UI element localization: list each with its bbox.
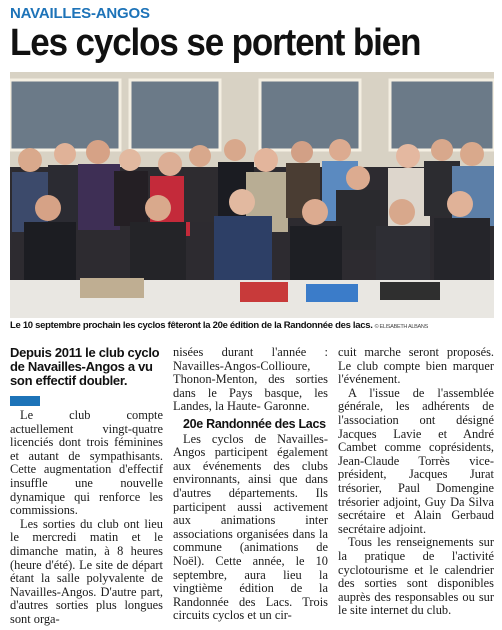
column-3 <box>338 346 494 618</box>
section-subhead: 20e Randonnée des Lacs <box>183 416 326 431</box>
paragraph: Les cyclos de Navailles-Angos participent également aux événements des clubs environnants, ainsi que dans d'autres départements. Ils participent aussi activement aux animations inter associations organisées dans la commune (animations de Noël). Cette année, le 10 septembre, aura lieu la vingtième édition de la Randonnée des Lacs. Trois circuits cyclos et un cir- <box>173 431 328 623</box>
article-kicker: NAVAILLES-ANGOS <box>10 5 150 22</box>
column-2 <box>173 346 328 623</box>
paragraph: nisées durant l'année : Navailles-Angos-Collioure, Thonon-Menton, des sorties dans le Pays basque, les Landes, la Haute- Garonne. <box>173 345 328 414</box>
section-marker <box>10 396 40 406</box>
article-lead: Depuis 2011 le club cyclo de Navailles-Angos a vu son effectif doubler. <box>10 345 160 388</box>
caption-text: Le 10 septembre prochain les cyclos fêteront la 20e édition de la Randonnée des lacs. <box>10 320 373 331</box>
paragraph: Le club compte actuellement vingt-quatre licenciés dont trois féminines et autant de sympathisants. Cette augmentation d'effectif insuffle une nouvelle dynamique qui renforce les commissions. <box>10 408 163 518</box>
paragraph: Les sorties du club ont lieu le mercredi matin et le dimanche matin, à 8 heures (heure d'été). Le site de départ étant la salle polyvalente de Navailles-Angos. D'autre part, d'autres sorties plus longues sont orga- <box>10 516 163 626</box>
article-headline: Les cyclos se portent bien <box>10 22 421 64</box>
paragraph: Tous les renseignements sur la pratique de l'activité cyclotourisme et le calendrier des sorties sont disponibles auprès des responsables ou sur le site internet du club. <box>338 535 494 618</box>
group-photo <box>10 72 494 318</box>
photo-credit: © ELISABETH ALBANS <box>374 324 428 330</box>
paragraph: A l'issue de l'assemblée générale, les adhérents de l'association ont désigné Jacques Lavie et André Cambet comme coprésidents, Jean-Claude Torrès vice- président, Jacques Jurat trésorier, Paul Domengine trésorier adjoint, Guy Da Silva secrétaire et Alain Gerbaud secrétaire adjoint. <box>338 385 494 536</box>
photo-caption <box>10 320 494 331</box>
column-1 <box>10 346 163 627</box>
paragraph: cuit marche seront proposés. Le club compte bien marquer l'événement. <box>338 345 494 387</box>
